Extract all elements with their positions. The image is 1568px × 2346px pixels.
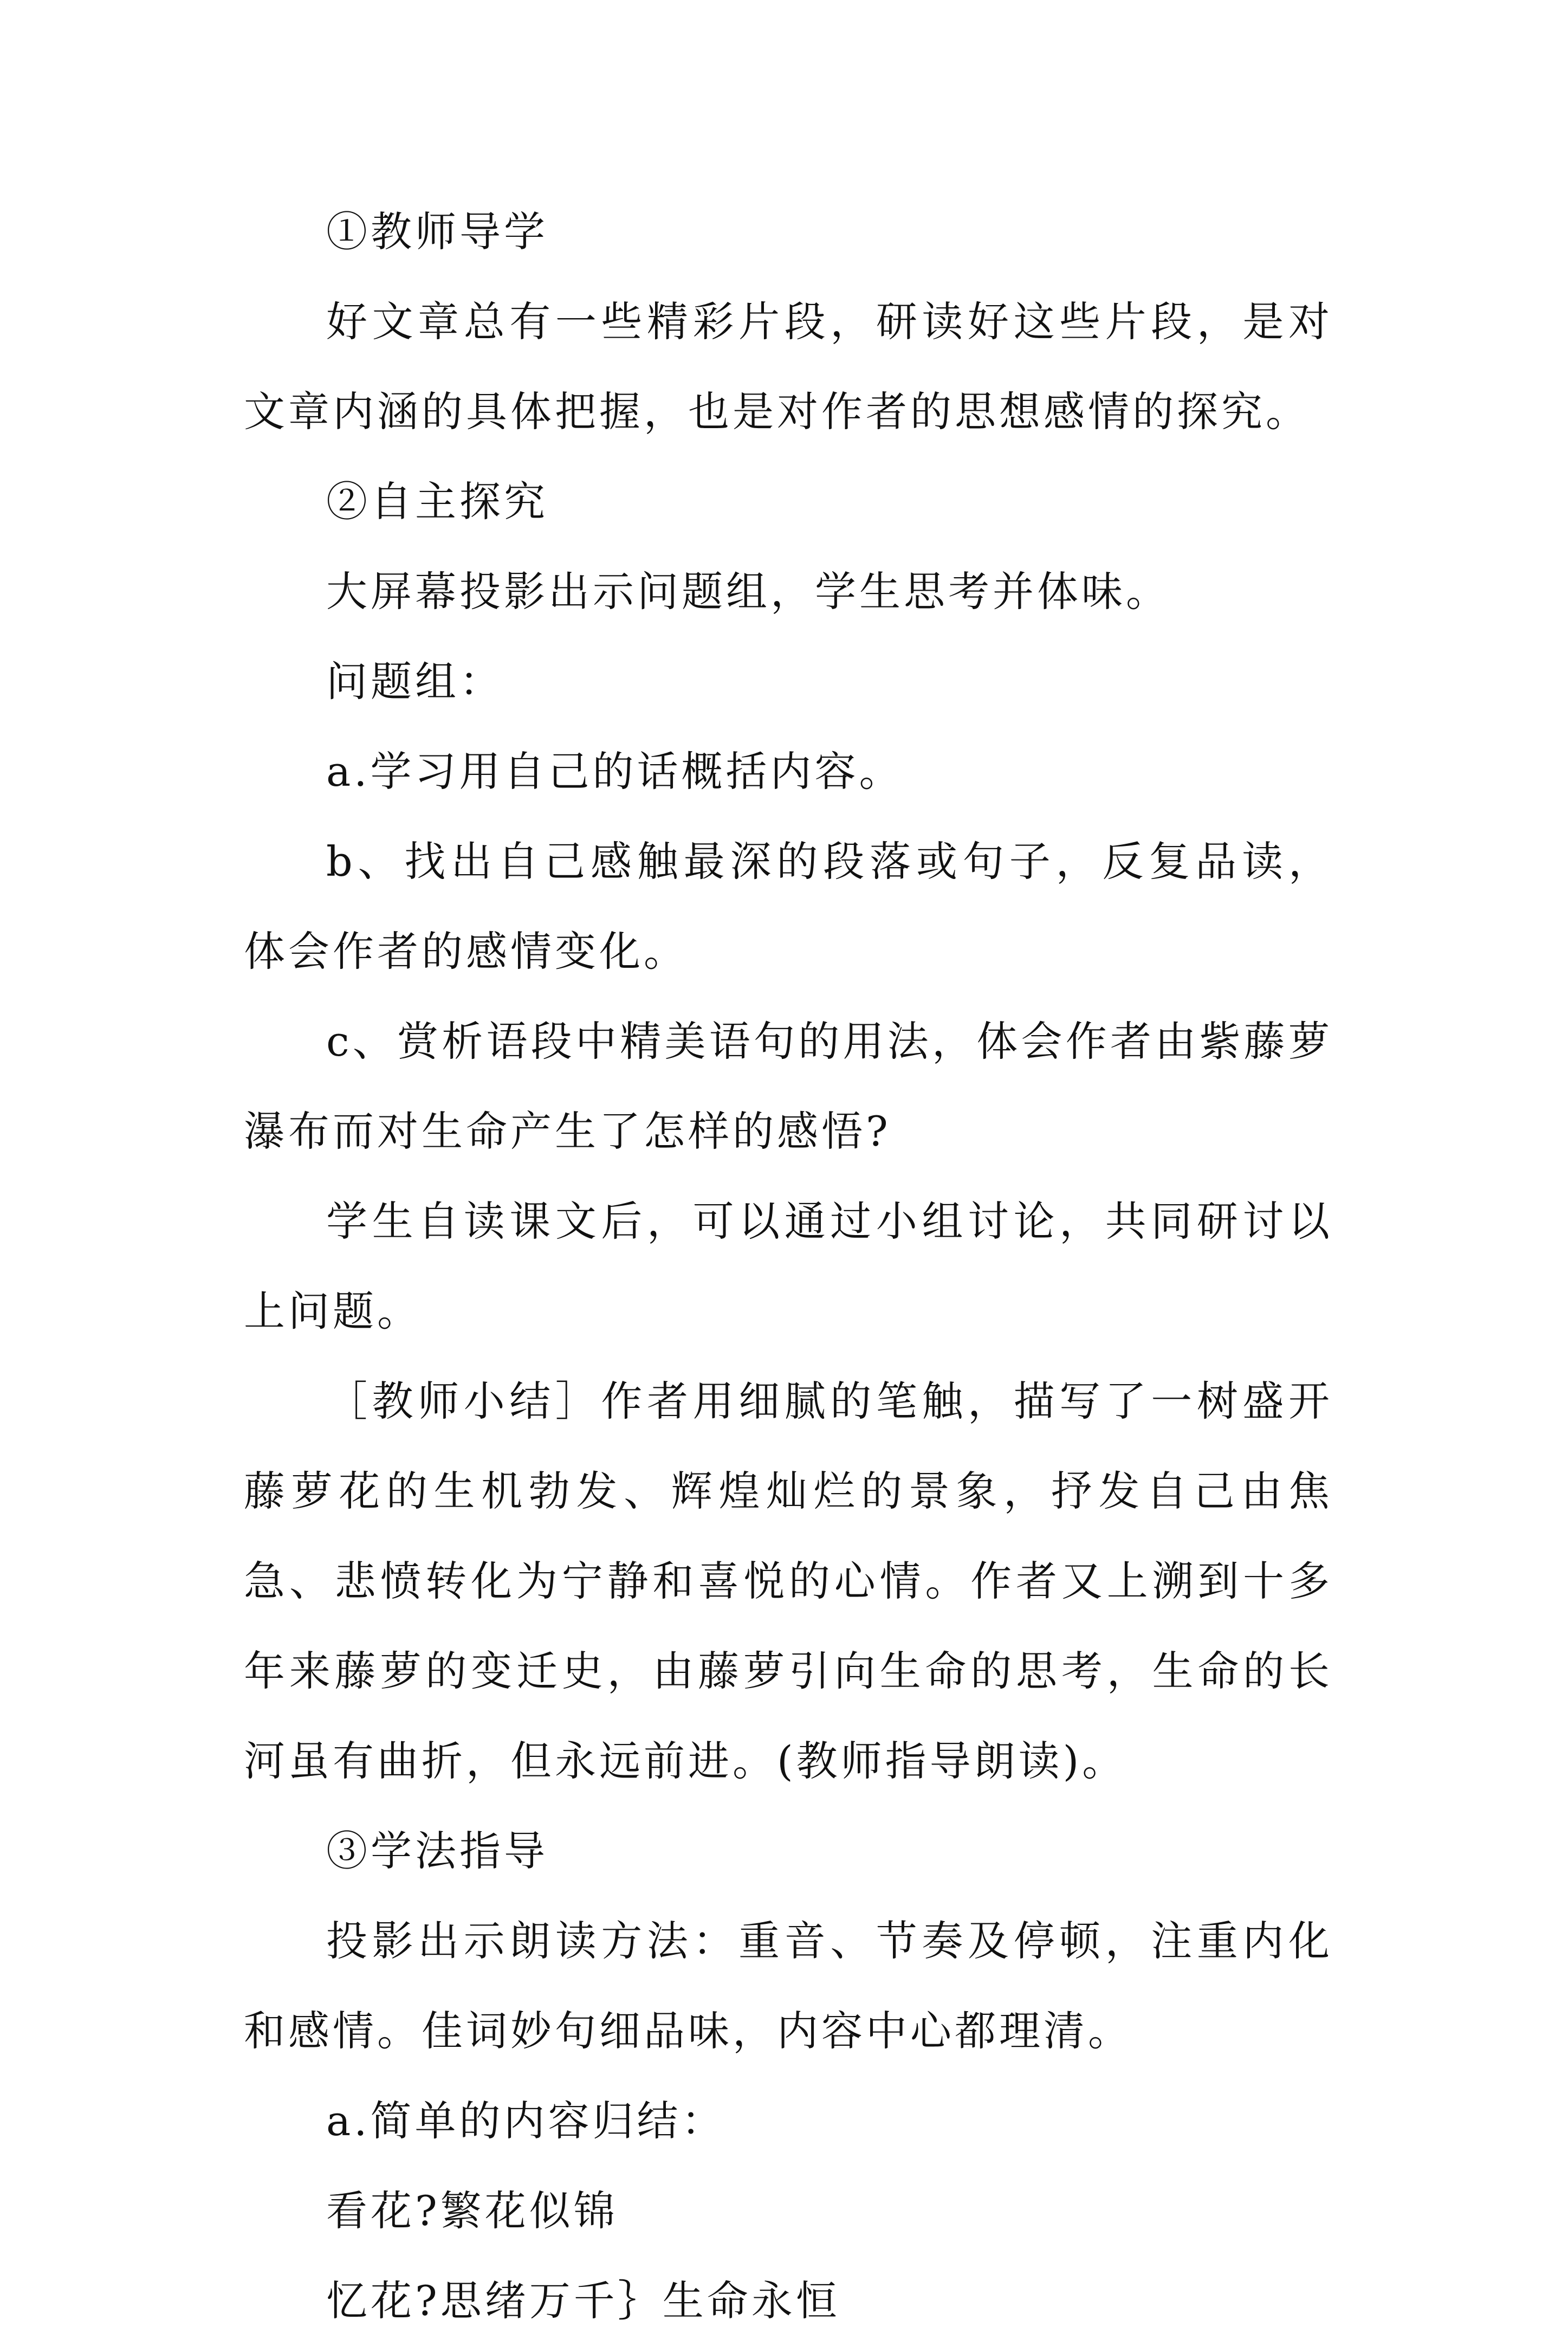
section-heading-self-exploration: ②自主探究 <box>326 477 548 526</box>
section-heading-teacher-guide: ①教师导学 <box>326 208 548 256</box>
section-heading-method-guide: ③学法指导 <box>326 1827 548 1875</box>
document-body <box>244 187 1333 2346</box>
paragraph-teacher-summary: ［教师小结］作者用细腻的笔触，描写了一树盛开藤萝花的生机勃发、辉煌灿烂的景象，抒发自己由焦急、悲愤转化为宁静和喜悦的心情。作者又上溯到十多年来藤萝的变迁史，由藤萝引向生命的思考，生命的长河虽有曲折，但永远前进。(教师指导朗读)。 <box>244 1377 1333 1785</box>
summary-label: a.简单的内容归结： <box>326 2097 726 2145</box>
paragraph-reading-method: 投影出示朗读方法：重音、节奏及停顿，注重内化和感情。佳词妙句细品味，内容中心都理清。 <box>244 1917 1333 2055</box>
question-c: c、赏析语段中精美语句的用法，体会作者由紫藤萝瀑布而对生命产生了怎样的感悟? <box>244 1017 1333 1155</box>
summary-line-2: 忆花?思绪万千｝生命永恒 <box>326 2277 840 2325</box>
paragraph-intro: 好文章总有一些精彩片段，研读好这些片段，是对文章内涵的具体把握，也是对作者的思想感情的探究。 <box>244 298 1333 436</box>
question-b: b、找出自己感触最深的段落或句子，反复品读，体会作者的感情变化。 <box>244 837 1333 975</box>
summary-line-1: 看花?繁花似锦 <box>326 2187 618 2235</box>
question-a: a.学习用自己的话概括内容。 <box>326 747 904 796</box>
question-group-label: 问题组： <box>326 657 504 706</box>
paragraph-discussion: 学生自读课文后，可以通过小组讨论，共同研讨以上问题。 <box>244 1197 1333 1335</box>
paragraph-projection: 大屏幕投影出示问题组，学生思考并体味。 <box>326 567 1170 616</box>
